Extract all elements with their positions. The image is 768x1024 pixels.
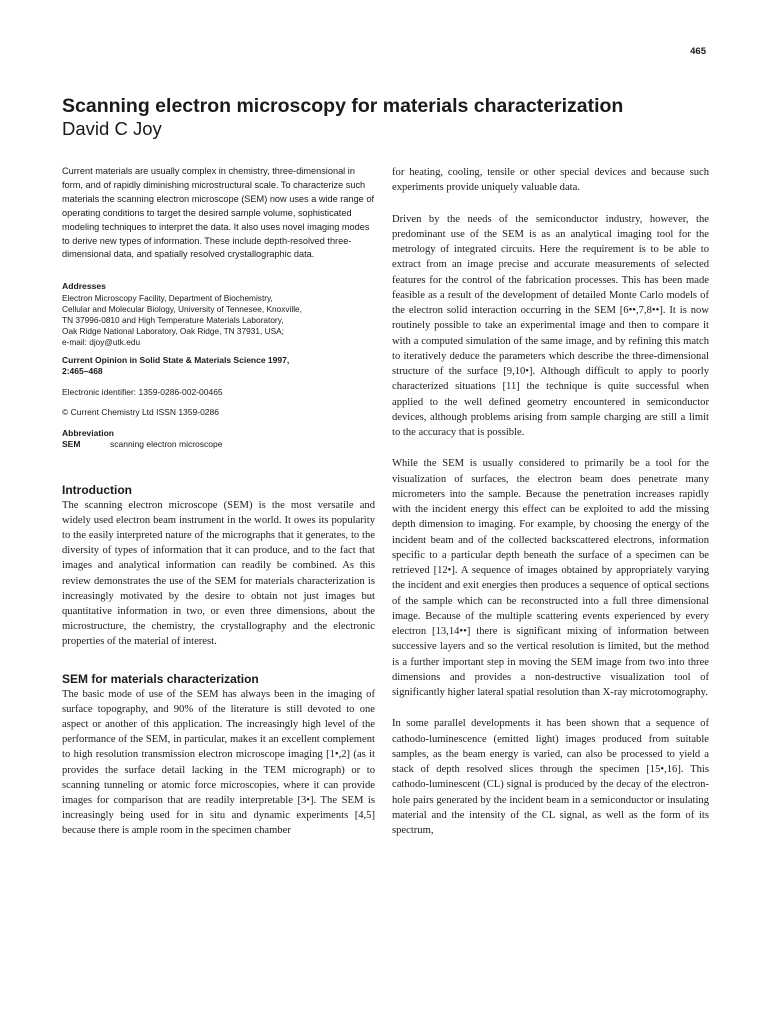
sem-section-heading: SEM for materials characterization [62, 671, 259, 686]
abbreviation-term: SEM [62, 439, 81, 450]
paragraph-depth-imaging: While the SEM is usually considered to primarily be a tool for the visualization of surfaces, the electron beam does penetrate many micrometers into the sample. Because the penetration increases rapidly with the incident energy this effect can be exploited to add the missing depth dimension to imaging. For example, by choosing the energy of the incident beam and of the collected backscattered electrons, information specific to a particular depth beneath the surface of a specimen can be retrieved [12•]. A sequence of images obtained by appropriately varying the incident and exit energies then produces a sequence of optical sections of the sample which can be reconstructed into a full three dimensional image. Because of the multiple scattering events experienced by every electron [13,14••] there is significant mixing of information between successive layers and so the vertical resolution is limited, but the method is a further important step in moving the SEM image from two into three dimensions and provides a non-destructive visualization tool of significantly higher lateral spatial resolution than X-ray microtomography. [392, 458, 709, 698]
electronic-identifier: Electronic identifier: 1359-0286-002-00465 [62, 386, 223, 397]
abbreviation-heading: Abbreviation [62, 427, 114, 438]
paragraph-cathodoluminescence: In some parallel developments it has been shown that a sequence of cathodo-luminescence (emitted light) images produced from suitable samples, as the beam energy is varied, can also be processed to yield a stack of depth resolved slices through the specimen [15•,16]. This cathodo-luminescent (CL) signal is produced by the decay of the electron-hole pairs generated by the incident beam in a semiconductor or insulating material and the intensity of the CL signal, as well as the form of its spectrum, [392, 718, 709, 836]
left-column [62, 165, 375, 839]
journal-line-2: 2:465–468 [62, 366, 103, 377]
page-number: 465 [690, 46, 706, 57]
abbreviation-row [62, 439, 375, 451]
journal-line-1: Current Opinion in Solid State & Materials Science 1997, [62, 354, 290, 365]
address-line: Oak Ridge National Laboratory, Oak Ridge, TN 37931, USA; [62, 326, 284, 337]
sem-section-text: The basic mode of use of the SEM has always been in the imaging of surface topography, and 90% of the literature is still devoted to one aspect or another of this application. The increasingly high level of the performance of the SEM, in particular, makes it an excellent complement to high resolution transmission electron microscope imaging [1•,2] (as it provides the surface detail lacking in the TEM micrograph) or to scanning tunneling or atomic force microscopies, where it can provide images for comparison that are readily interpretable [3•]. The SEM is increasingly being used for in situ and dynamic experiments [4,5] because there is ample room in the specimen chamber [62, 688, 375, 837]
address-line: Electron Microscopy Facility, Department of Biochemistry, [62, 292, 273, 303]
address-line: TN 37996-0810 and High Temperature Materials Laboratory, [62, 314, 284, 325]
introduction-heading: Introduction [62, 482, 132, 497]
addresses-block [62, 281, 375, 348]
introduction-text: The scanning electron microscope (SEM) is the most versatile and widely used electron beam instrument in the world. It owes its popularity to the easily interpreted nature of the micrographs that it generates, to the diversity of types of information that it can produce, and to the fact that images and analytical information can readily be combined. As this review demonstrates the use of the SEM for materials characterization is increasingly motivated by the desire to obtain not just images but quantitative information in two, or even three dimensions, about the microstructure, the chemistry, the crystallography and the electronic properties of the material of interest. [62, 499, 375, 648]
right-column [392, 165, 709, 838]
abstract-text: Current materials are usually complex in chemistry, three-dimensional in form, and of rapidly diminishing microstructural scale. To characterize such materials the scanning electron microscope (SEM) now uses a wide range of operating conditions to target the desired sample volume, sophisticated modeling techniques to interpret the data. It also uses novel imaging modes to derive new types of information. These include depth-resolved three-dimensional data, and spatially resolved crystallographic data. [62, 166, 375, 260]
paragraph-semiconductor: Driven by the needs of the semiconductor industry, however, the predominant use of the SEM is as an analytical imaging tool for the metrology of integrated circuits. Here the requirement is to be able to extract from an image precise and accurate measurements of selected features for the control of the fabrication processes. This has been made feasible as a result of the development of detailed Monte Carlo models of the electron solid interaction occurring in the SEM [6••,7,8••]. It is now routinely possible to take an experimental image and then to compare it with a computed simulation of the same image, and by refining this match to iteratively deduce the parameters which describe the three-dimensional structure of the surface [9,10•]. Although difficult to apply to poorly characterized situations [11] the technique is quite successful when applied to the well defined geometry encountered in semiconductor devices, although problems arising from sample charging are still a limit to the accuracy that is possible. [392, 213, 709, 438]
journal-citation [62, 355, 375, 378]
copyright-line: © Current Chemistry Ltd ISSN 1359-0286 [62, 407, 219, 418]
abbreviation-definition: scanning electron microscope [110, 439, 223, 450]
address-email: e-mail: djoy@utk.edu [62, 337, 141, 348]
paragraph-continued: for heating, cooling, tensile or other special devices and because such experiments provide uniquely valuable data. [392, 167, 709, 194]
address-line: Cellular and Molecular Biology, University of Tennesee, Knoxville, [62, 303, 302, 314]
article-title: Scanning electron microscopy for materials characterization [62, 95, 624, 117]
author-name: David C Joy [62, 118, 162, 139]
addresses-heading: Addresses [62, 281, 106, 292]
abbreviation-block [62, 428, 375, 451]
abstract [62, 165, 375, 262]
